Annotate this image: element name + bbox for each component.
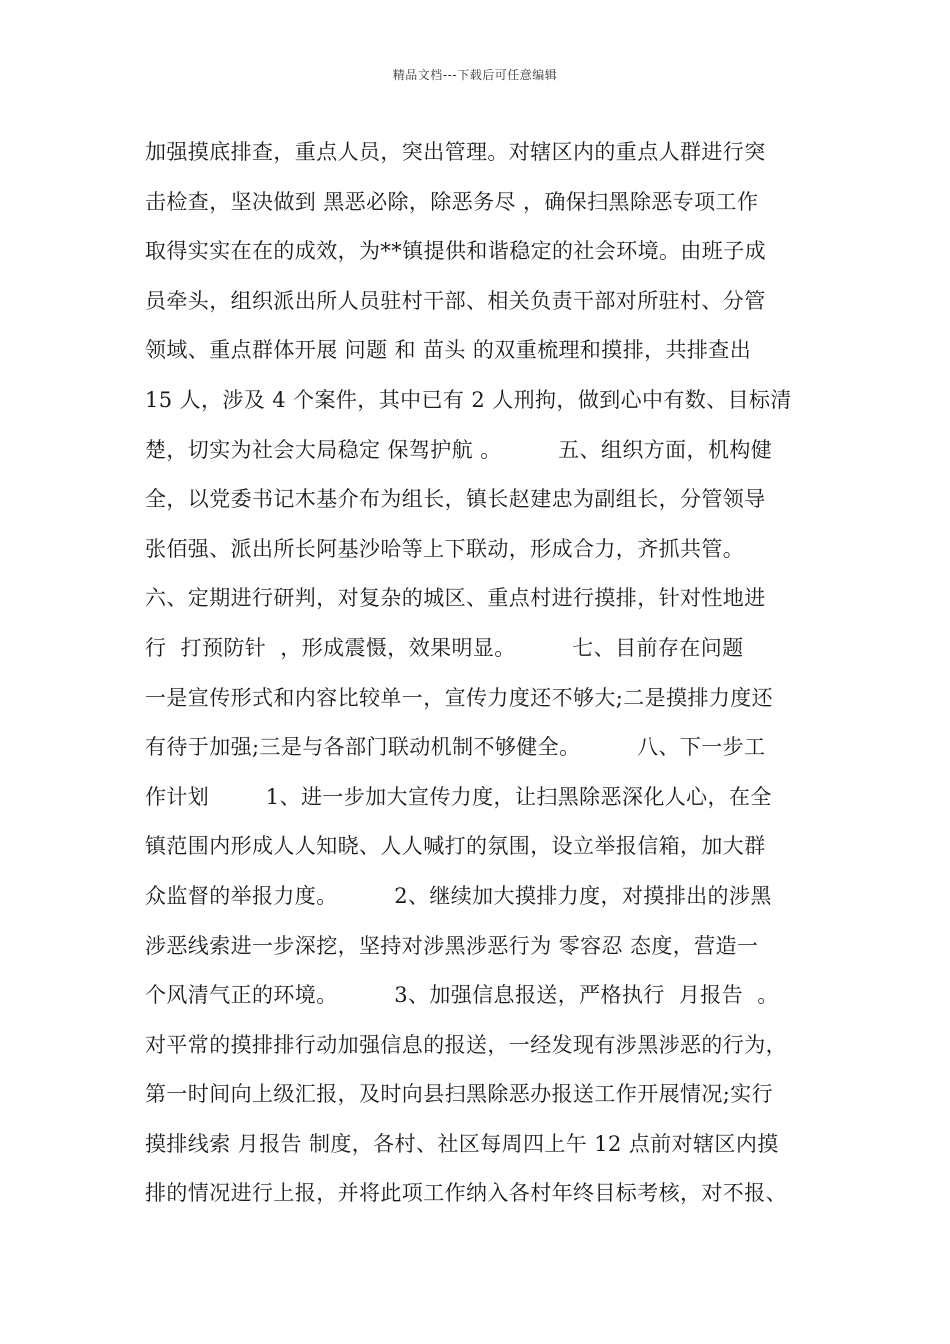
body-line: 张佰强、派出所长阿基沙哈等上下联动，形成合力，齐抓共管。 [145, 536, 745, 561]
body-line: 有待于加强;三是与各部门联动机制不够健全。 八、下一步工 [145, 735, 766, 760]
body-line: 涉恶线索进一步深挖，坚持对涉黑涉恶行为 零容忍 态度，营造一 [145, 933, 759, 958]
body-line: 第一时间向上级汇报，及时向县扫黑除恶办报送工作开展情况;实行 [145, 1082, 774, 1107]
body-line: 击检查，坚决做到 黑恶必除，除恶务尽 ，确保扫黑除恶专项工作 [145, 189, 759, 214]
body-line: 楚，切实为社会大局稳定 保驾护航 。 五、组织方面，机构健 [145, 437, 773, 462]
body-line: 众监督的举报力度。 2、继续加大摸排力度，对摸排出的涉黑 [145, 883, 772, 908]
body-line: 行 打预防针 ，形成震慑，效果明显。 七、目前存在问题 [145, 635, 744, 660]
body-line: 15 人，涉及 4 个案件，其中已有 2 人刑拘，做到心中有数、目标清 [145, 387, 792, 412]
body-line: 取得实实在在的成效，为**镇提供和谐稳定的社会环境。由班子成 [145, 239, 766, 264]
body-line: 摸排线索 月报告 制度，各村、社区每周四上午 12 点前对辖区内摸 [145, 1131, 779, 1156]
document-body [145, 128, 835, 1219]
body-line: 个风清气正的环境。 3、加强信息报送，严格执行 月报告 。 [145, 983, 779, 1008]
body-line: 全，以党委书记木基介布为组长，镇长赵建忠为副组长，分管领导 [145, 487, 766, 512]
page-header: 精品文档---下载后可任意编辑 [392, 68, 558, 82]
body-line: 员牵头，组织派出所人员驻村干部、相关负责干部对所驻村、分管 [145, 288, 766, 313]
body-line: 领域、重点群体开展 问题 和 苗头 的双重梳理和摸排，共排查出 [145, 338, 752, 363]
body-line: 一是宣传形式和内容比较单一，宣传力度还不够大;二是摸排力度还 [145, 685, 774, 710]
body-line: 对平常的摸排排行动加强信息的报送，一经发现有涉黑涉恶的行为， [145, 1032, 787, 1057]
body-line: 作计划 1、进一步加大宣传力度，让扫黑除恶深化人心，在全 [145, 784, 772, 809]
body-line: 排的情况进行上报，并将此项工作纳入各村年终目标考核，对不报、 [145, 1181, 787, 1206]
body-line: 镇范围内形成人人知晓、人人喊打的氛围，设立举报信箱，加大群 [145, 834, 766, 859]
body-line: 六、定期进行研判，对复杂的城区、重点村进行摸排，针对性地进 [145, 586, 766, 611]
body-line: 加强摸底排查，重点人员，突出管理。对辖区内的重点人群进行突 [145, 140, 766, 164]
